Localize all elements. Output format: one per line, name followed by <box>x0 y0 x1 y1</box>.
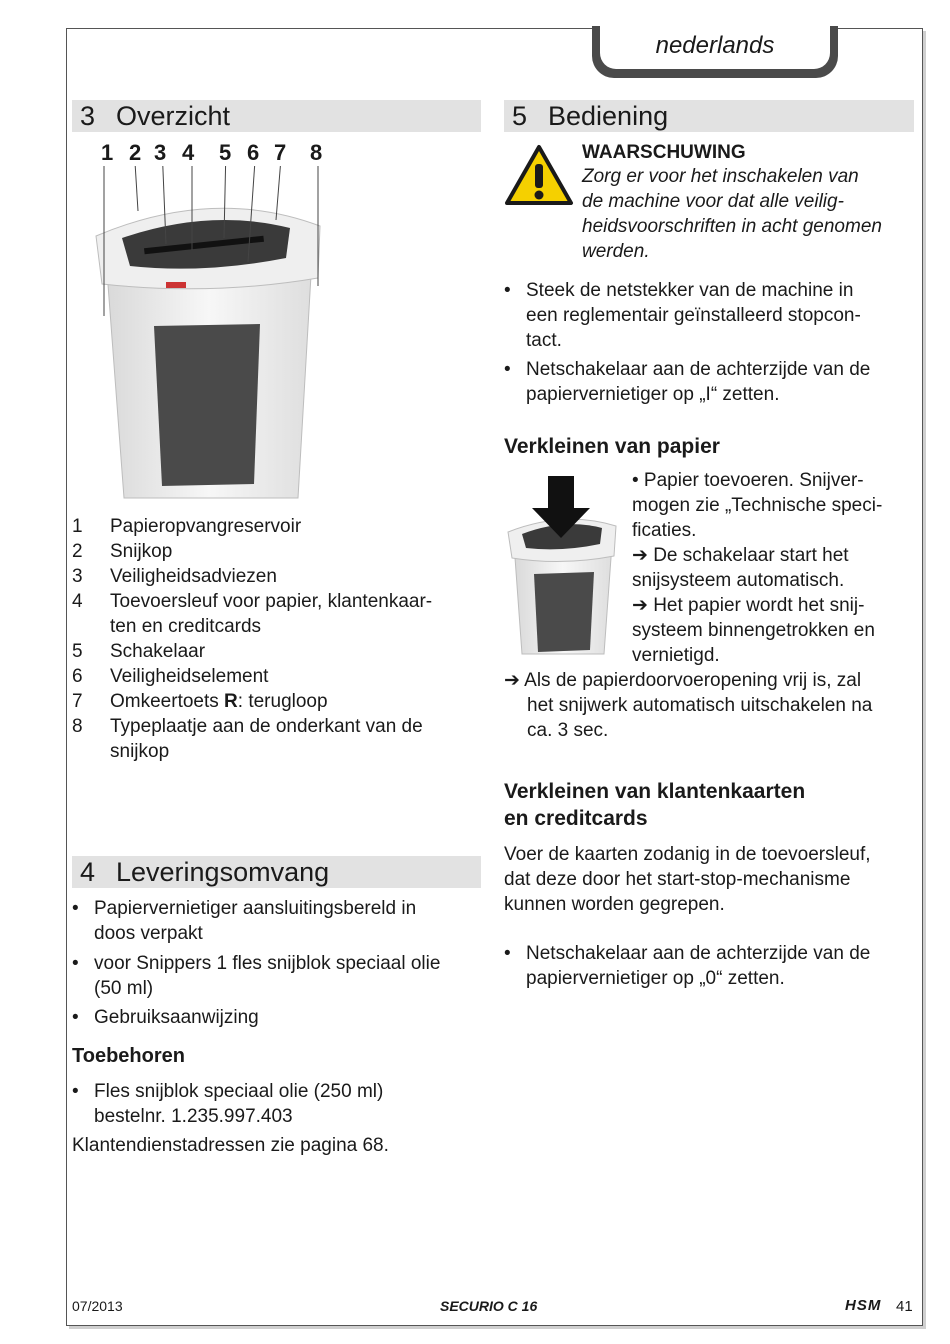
list-item <box>72 589 482 639</box>
bullet-dot: • <box>72 1007 79 1028</box>
section-title: Overzicht <box>116 101 231 131</box>
callout-3: 3 <box>154 140 167 165</box>
bullet-dot: • <box>504 280 511 301</box>
shred-paper-line: systeem binnengetrokken en <box>632 620 875 641</box>
shredder-feed-illustration <box>504 474 622 656</box>
list-item <box>72 1005 482 1030</box>
item-text-continued: bestelnr. 1.235.997.403 <box>94 1106 293 1127</box>
item-number: 6 <box>72 666 83 687</box>
item-text: Papieropvangreservoir <box>110 516 302 537</box>
list-item <box>504 357 914 407</box>
list-item <box>72 714 482 764</box>
item-number: 7 <box>72 691 83 712</box>
item-text-continued: doos verpakt <box>94 923 203 944</box>
bullet-dot: • <box>504 943 511 964</box>
item-text-continued: papiervernietiger op „I“ zetten. <box>526 384 780 405</box>
item-text: Netschakelaar aan de achterzijde van de <box>526 943 871 964</box>
list-item <box>72 564 482 589</box>
shred-cards-line: Voer de kaarten zodanig in de toevoersleuf, <box>504 844 871 865</box>
section-title: Leveringsomvang <box>116 857 330 887</box>
page-number: 41 <box>896 1298 913 1315</box>
section-heading-operation <box>504 100 914 132</box>
shred-paper-line: ➔ De schakelaar start het <box>632 545 849 566</box>
shred-paper-note-line: het snijwerk automatisch uitschakelen na <box>527 695 873 716</box>
shred-paper-line: mogen zie „Technische speci- <box>632 495 883 516</box>
shred-paper-line: ficaties. <box>632 520 697 541</box>
callout-5: 5 <box>219 140 232 165</box>
section-number: 3 <box>80 101 96 131</box>
accessories-heading: Toebehoren <box>72 1045 185 1067</box>
list-item <box>504 941 914 991</box>
shred-paper-line: vernietigd. <box>632 645 720 666</box>
list-item <box>72 639 482 664</box>
shred-paper-note-line: ➔ Als de papierdoorvoeropening vrij is, zal <box>504 670 862 691</box>
item-number: 3 <box>72 566 83 587</box>
shred-paper-line: • Papier toevoeren. Snijver- <box>632 470 864 491</box>
shred-cards-heading: Verkleinen van klantenkaarten <box>504 780 806 803</box>
item-text: Fles snijblok speciaal olie (250 ml) <box>94 1081 384 1102</box>
callout-6: 6 <box>247 140 260 165</box>
item-text: Papiervernietiger aansluitingsbereld in <box>94 898 417 919</box>
item-number: 5 <box>72 641 83 662</box>
callout-1: 1 <box>101 140 114 165</box>
shred-cards-line: dat deze door het start-stop-mechanisme <box>504 869 851 890</box>
item-text: Veiligheidselement <box>110 666 269 687</box>
footer-date: 07/2013 <box>72 1298 123 1314</box>
warning-title: WAARSCHUWING <box>582 142 746 163</box>
callout-8: 8 <box>310 140 323 165</box>
item-text: Typeplaatje aan de onderkant van de <box>110 716 423 737</box>
shredder-illustration <box>84 166 344 506</box>
item-text <box>110 689 490 714</box>
section-number: 4 <box>80 857 96 887</box>
shred-paper-note-line: ca. 3 sec. <box>527 720 609 741</box>
item-text-continued: tact. <box>526 330 562 351</box>
bullet-dot: • <box>72 1081 79 1102</box>
list-item <box>72 951 482 1001</box>
item-text: voor Snippers 1 fles snijblok speciaal olie <box>94 953 441 974</box>
warning-text-line: heidsvoorschriften in acht genomen <box>582 216 882 237</box>
item-number: 2 <box>72 541 83 562</box>
item-text-continued: ten en creditcards <box>110 616 262 637</box>
item-number: 8 <box>72 716 83 737</box>
item-text-bold: R <box>224 691 238 712</box>
list-item <box>72 664 482 689</box>
bullet-dot: • <box>72 953 79 974</box>
list-item <box>72 514 482 539</box>
bullet-dot: • <box>72 898 79 919</box>
shred-paper-line: ➔ Het papier wordt het snij- <box>632 595 865 616</box>
shred-paper-heading: Verkleinen van papier <box>504 435 720 458</box>
footer-brand-logo: HSM <box>845 1297 882 1314</box>
list-item <box>72 1079 482 1129</box>
item-text-continued: papiervernietiger op „0“ zetten. <box>526 968 785 989</box>
item-text-continued: snijkop <box>110 741 170 762</box>
item-text-part: Omkeertoets <box>110 691 225 712</box>
callout-4: 4 <box>182 140 195 165</box>
item-text: Schakelaar <box>110 641 206 662</box>
item-text: Netschakelaar aan de achterzijde van de <box>526 359 871 380</box>
section-heading-scope <box>72 856 481 888</box>
warning-text-line: Zorg er voor het inschakelen van <box>582 166 859 187</box>
item-text: Toevoersleuf voor papier, klantenkaar- <box>110 591 433 612</box>
service-note: Klantendienstadressen zie pagina 68. <box>72 1135 389 1156</box>
item-number: 4 <box>72 591 83 612</box>
item-text: Snijkop <box>110 541 173 562</box>
list-item <box>72 539 482 564</box>
list-item <box>504 278 914 353</box>
section-heading-overview <box>72 100 481 132</box>
section-number: 5 <box>512 101 528 131</box>
item-text-part: : terugloop <box>237 691 328 712</box>
language-label: nederlands <box>600 26 830 69</box>
warning-text-line: werden. <box>582 241 650 262</box>
list-item <box>72 689 482 714</box>
section-title: Bediening <box>548 101 669 131</box>
shred-paper-line: snijsysteem automatisch. <box>632 570 845 591</box>
bullet-dot: • <box>504 359 511 380</box>
shred-cards-heading-continued: en creditcards <box>504 807 648 830</box>
list-item <box>72 896 482 946</box>
item-text: Veiligheidsadviezen <box>110 566 277 587</box>
callout-2: 2 <box>129 140 142 165</box>
footer-model: SECURIO C 16 <box>440 1298 538 1314</box>
item-number: 1 <box>72 516 83 537</box>
item-text-continued: een reglementair geïnstalleerd stopcon- <box>526 305 861 326</box>
item-text: Gebruiksaanwijzing <box>94 1007 259 1028</box>
item-text-continued: (50 ml) <box>94 978 154 999</box>
item-text: Steek de netstekker van de machine in <box>526 280 854 301</box>
warning-text-line: de machine voor dat alle veilig- <box>582 191 844 212</box>
shred-cards-line: kunnen worden gegrepen. <box>504 894 725 915</box>
callout-7: 7 <box>274 140 287 165</box>
warning-icon <box>504 144 574 206</box>
